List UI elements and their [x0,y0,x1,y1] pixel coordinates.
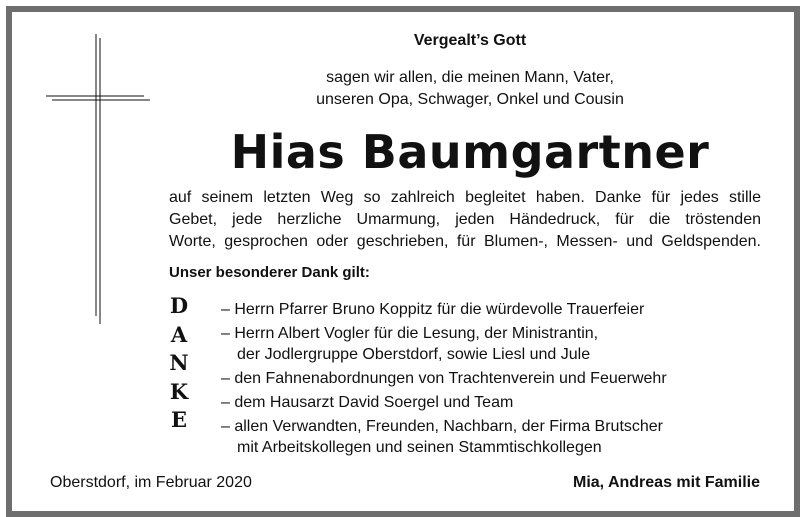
obituary-notice [6,6,800,517]
list-item-line: – Herrn Albert Vogler für die Lesung, der Ministrantin, [221,325,599,342]
list-item-line: – Herrn Pfarrer Bruno Koppitz für die würdevolle Trauerfeier [221,301,645,318]
list-item-line: – dem Hausarzt David Soergel und Team [221,394,514,411]
cross-icon [46,34,150,324]
deceased-name: Hias Baumgartner [230,125,710,179]
paragraph-line: Worte, gesprochen oder geschrieben, für Blumen-, Messen- und Geldspenden. [169,233,761,250]
list-item [221,323,781,365]
paragraph-line: Gebet, jede herzliche Umarmung, jeden Händedruck, für die tröstenden [169,211,761,228]
thanks-list [221,299,781,461]
list-item-line: mit Arbeitskollegen und seinen Stammtischkollegen [237,439,602,456]
list-item [221,368,781,389]
danke-letter: E [170,407,187,432]
paragraph-line: auf seinem letzten Weg so zahlreich begleitet haben. Danke für jedes stille [169,189,761,206]
list-item [221,299,781,320]
danke-letter: K [169,378,189,404]
intro-line: sagen wir allen, die meinen Mann, Vater, [326,69,614,86]
place-and-date: Oberstdorf, im Februar 2020 [50,474,252,491]
list-item-line: der Jodlergruppe Oberstdorf, sowie Liesl und Jule [237,346,591,363]
signature-family: Mia, Andreas mit Familie [572,474,760,491]
thanks-heading-title: Vergealt’s Gott [413,32,527,49]
danke-letter: A [170,321,188,347]
intro-line: unseren Opa, Schwager, Onkel und Cousin [316,91,624,108]
danke-vertical-word [164,292,194,435]
danke-letter: D [169,293,189,318]
list-item-line: – den Fahnenabordnungen von Trachtenverein und Feuerwehr [221,370,667,387]
danke-letter: N [169,350,189,375]
intro-text [212,67,728,111]
special-thanks-heading: Unser besonderer Dank gilt: [169,264,370,281]
gratitude-paragraph [169,187,761,253]
list-item [221,416,781,458]
list-item-line: – allen Verwandten, Freunden, Nachbarn, der Firma Brutscher [221,418,664,435]
list-item [221,392,781,413]
